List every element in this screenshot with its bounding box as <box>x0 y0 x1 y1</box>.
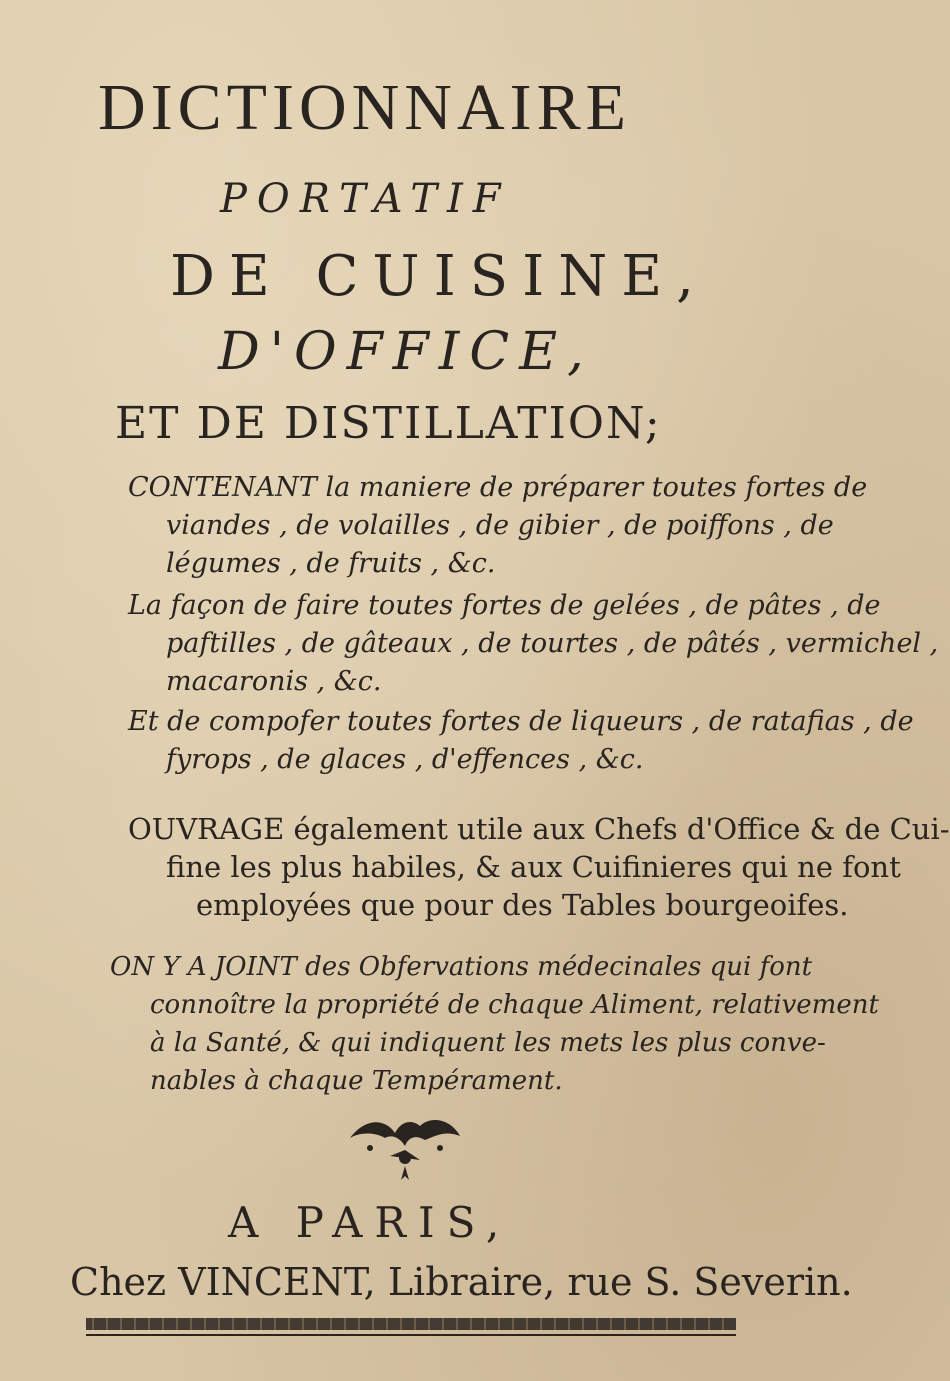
contents-line: macaronis , &c. <box>166 666 382 697</box>
title-dictionnaire: DICTIONNAIRE <box>98 71 631 144</box>
ouvrage-line: employées que pour des Tables bourgeoifes. <box>196 888 849 922</box>
imprint-place: A PARIS, <box>228 1198 512 1247</box>
ouvrage-line: OUVRAGE également utile aux Chefs d'Office & de Cui- <box>128 812 950 846</box>
contents-line: Et de compofer toutes fortes de liqueurs , de ratafias , de <box>128 706 914 737</box>
observations-line: ON Y A JOINT des Obfervations médecinales qui font <box>110 952 813 982</box>
title-d-office: D'OFFICE, <box>218 322 594 382</box>
printers-rule-thin <box>86 1334 736 1336</box>
observations-line: connoître la propriété de chaque Aliment, relativement <box>150 990 879 1020</box>
contents-line: La façon de faire toutes fortes de gelées , de pâtes , de <box>128 590 881 621</box>
contents-line: CONTENANT la maniere de préparer toutes fortes de <box>128 472 868 503</box>
title-de-cuisine: DE CUISINE, <box>170 244 708 309</box>
contents-line: viandes , de volailles , de gibier , de poiffons , de <box>166 510 834 541</box>
contents-line: fyrops , de glaces , d'effences , &c. <box>166 744 644 775</box>
contents-line: légumes , de fruits , &c. <box>166 548 496 579</box>
ouvrage-line: fine les plus habiles, & aux Cuifinieres qui ne font <box>166 850 901 884</box>
contents-line: paftilles , de gâteaux , de tourtes , de pâtés , vermichel , <box>166 628 939 659</box>
observations-line: nables à chaque Tempérament. <box>150 1066 563 1096</box>
observations-line: à la Santé, & qui indiquent les mets les plus conve- <box>150 1028 826 1058</box>
imprint-publisher: Chez VINCENT, Libraire, rue S. Severin. <box>70 1260 853 1304</box>
floral-fleuron-icon <box>340 1108 470 1188</box>
title-distillation: ET DE DISTILLATION; <box>115 398 662 449</box>
title-portatif: PORTATIF <box>220 176 511 222</box>
printers-rule <box>86 1318 736 1330</box>
